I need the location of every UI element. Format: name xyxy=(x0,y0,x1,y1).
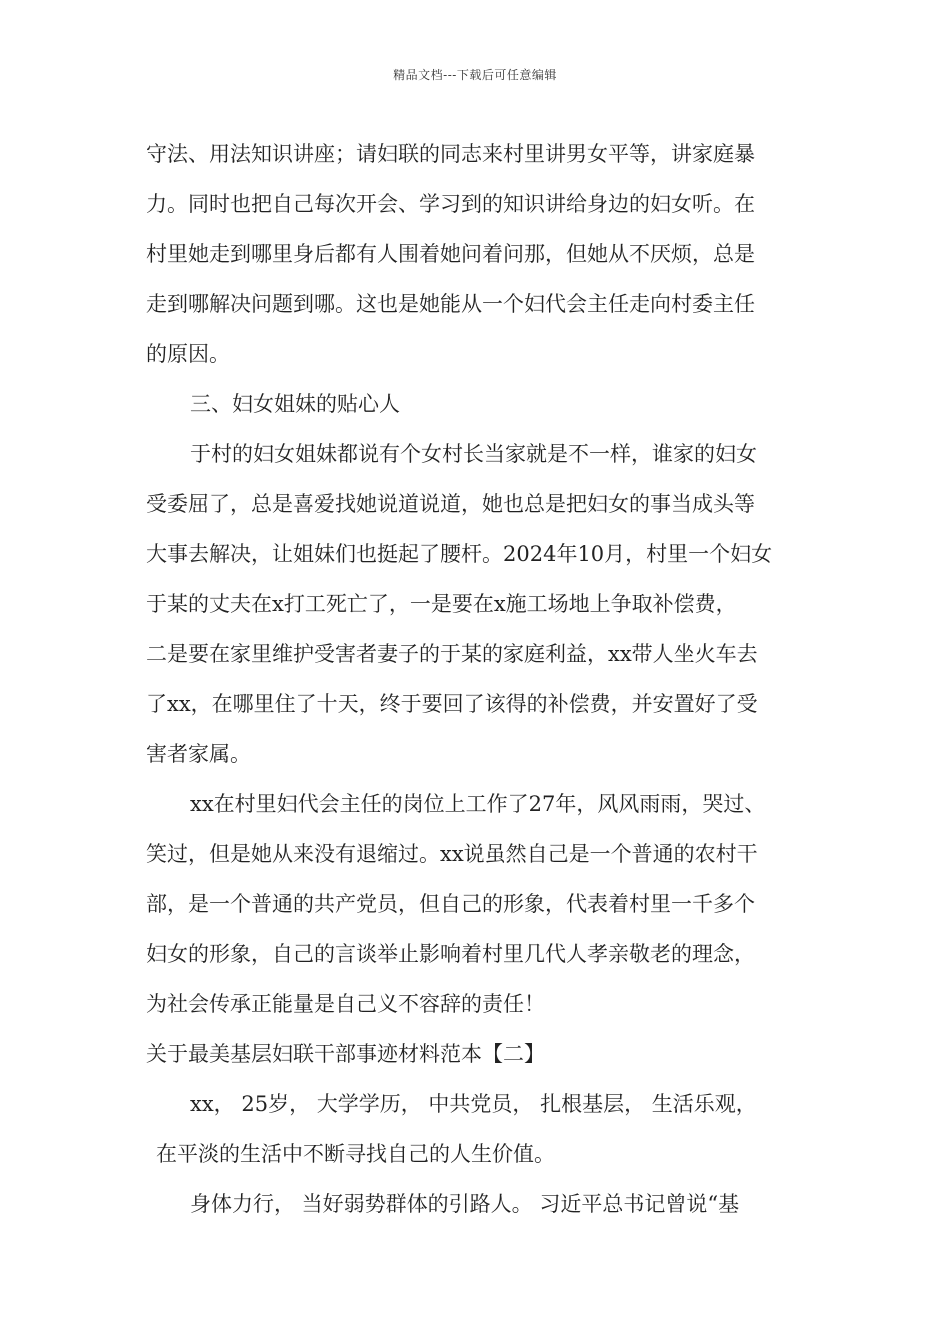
paragraph-line: 大事去解决，让姐妹们也挺起了腰杆。2024年10月，村里一个妇女 xyxy=(146,542,773,566)
paragraph-line: 二是要在家里维护受害者妻子的于某的家庭利益，xx带人坐火车去 xyxy=(146,642,758,666)
paragraph-line: 笑过，但是她从来没有退缩过。xx说虽然自己是一个普通的农村干 xyxy=(146,842,758,866)
document-title: 关于最美基层妇联干部事迹材料范本【二】 xyxy=(146,1042,545,1066)
paragraph-line: 害者家属。 xyxy=(146,742,251,766)
section-heading: 三、妇女姐妹的贴心人 xyxy=(190,392,400,416)
paragraph-line: 的原因。 xyxy=(146,342,230,366)
paragraph-line: 部，是一个普通的共产党员，但自己的形象，代表着村里一千多个 xyxy=(146,892,755,916)
paragraph-line: 妇女的形象，自己的言谈举止影响着村里几代人孝亲敬老的理念， xyxy=(146,942,755,966)
paragraph-line: 为社会传承正能量是自己义不容辞的责任！ xyxy=(146,992,545,1016)
paragraph-line: 于某的丈夫在x打工死亡了，一是要在x施工场地上争取补偿费， xyxy=(146,592,737,616)
paragraph-line: xx， 25岁， 大学学历， 中共党员， 扎根基层， 生活乐观， xyxy=(190,1092,757,1116)
page-header: 精品文档---下载后可任意编辑 xyxy=(393,68,557,82)
paragraph-line: 走到哪解决问题到哪。这也是她能从一个妇代会主任走向村委主任 xyxy=(146,292,755,316)
paragraph-line: 身体力行， 当好弱势群体的引路人。 习近平总书记曾说“基 xyxy=(190,1192,740,1216)
paragraph-line: xx在村里妇代会主任的岗位上工作了27年，风风雨雨，哭过、 xyxy=(190,792,766,816)
paragraph-line: 了xx，在哪里住了十天，终于要回了该得的补偿费，并安置好了受 xyxy=(146,692,758,716)
paragraph-line: 力。同时也把自己每次开会、学习到的知识讲给身边的妇女听。在 xyxy=(146,192,755,216)
paragraph-line: 受委屈了，总是喜爱找她说道说道，她也总是把妇女的事当成头等 xyxy=(146,492,755,516)
paragraph-line: 在平淡的生活中不断寻找自己的人生价值。 xyxy=(156,1142,555,1166)
paragraph-line: 村里她走到哪里身后都有人围着她问着问那，但她从不厌烦，总是 xyxy=(146,242,755,266)
paragraph-line: 于村的妇女姐妹都说有个女村长当家就是不一样，谁家的妇女 xyxy=(190,442,757,466)
paragraph-line: 守法、用法知识讲座；请妇联的同志来村里讲男女平等，讲家庭暴 xyxy=(146,142,755,166)
